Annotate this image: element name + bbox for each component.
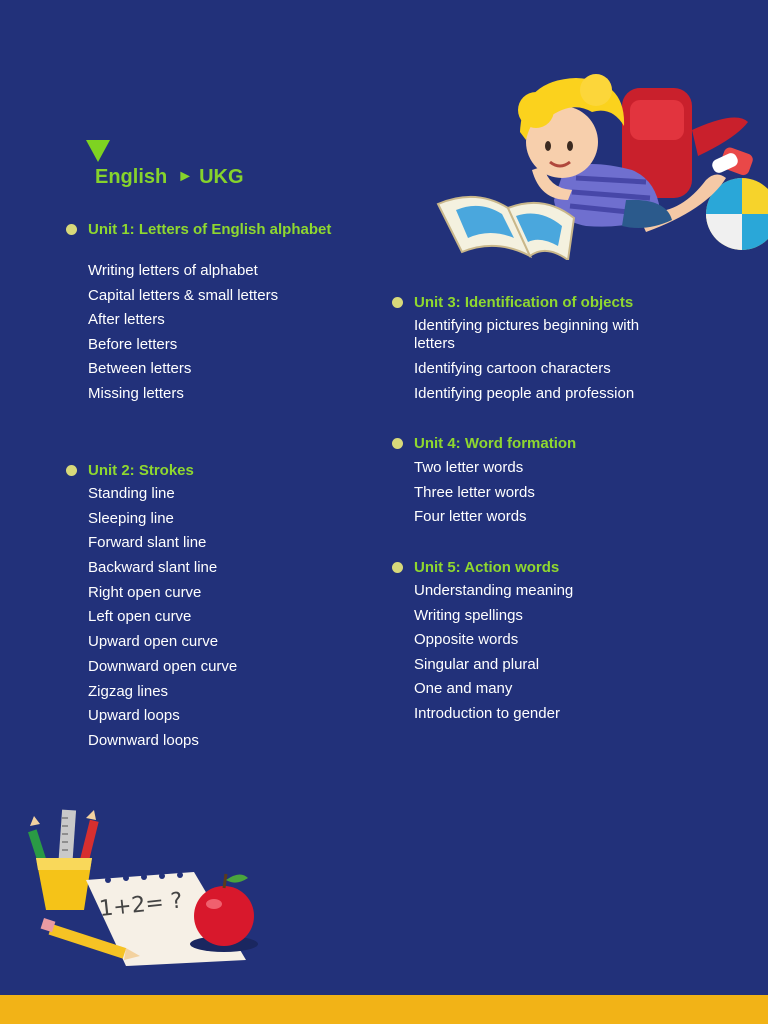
bullet-icon	[392, 562, 403, 573]
list-item: Writing spellings	[414, 606, 523, 624]
list-item: Between letters	[88, 360, 192, 378]
list-item: Left open curve	[88, 608, 192, 626]
slate-text: 1+2= ?	[98, 888, 184, 922]
breadcrumb	[95, 166, 244, 189]
unit-title: Unit 3: Identification of objects	[414, 294, 634, 311]
unit-item-list	[88, 262, 278, 410]
list-item: Introduction to gender	[414, 704, 560, 722]
list-item: Writing letters of alphabet	[88, 262, 258, 279]
unit-item-list	[414, 317, 674, 409]
list-item: Downward open curve	[88, 657, 238, 675]
bullet-icon	[66, 465, 77, 476]
unit-title: Unit 1: Letters of English alphabet	[88, 221, 332, 238]
list-item: Understanding meaning	[414, 582, 574, 599]
list-item: Zigzag lines	[88, 682, 169, 700]
list-item: Capital letters & small letters	[88, 286, 279, 304]
unit-title: Unit 4: Word formation	[414, 435, 577, 452]
bullet-icon	[392, 297, 403, 308]
school-supplies-illustration	[26, 800, 266, 980]
list-item: Before letters	[88, 335, 178, 353]
unit-title: Unit 2: Strokes	[88, 462, 194, 479]
list-item: Backward slant line	[88, 559, 218, 577]
list-item: Opposite words	[414, 631, 519, 649]
open-book-icon	[438, 197, 574, 260]
list-item: Identifying people and profession	[414, 384, 635, 402]
list-item: Upward open curve	[88, 633, 219, 651]
list-item: Missing letters	[88, 384, 184, 402]
unit-item-list	[414, 582, 573, 730]
list-item: Sleeping line	[88, 509, 174, 527]
list-item: Three letter words	[414, 483, 535, 501]
bullet-icon	[66, 224, 77, 235]
list-item: Right open curve	[88, 583, 202, 601]
list-item: Singular and plural	[414, 655, 540, 673]
breadcrumb-separator-icon: ►	[177, 168, 194, 185]
list-item: Four letter words	[414, 508, 527, 525]
list-item: One and many	[414, 680, 513, 698]
breadcrumb-subject: English	[95, 166, 168, 188]
list-item: After letters	[88, 311, 165, 329]
unit-title: Unit 5: Action words	[414, 559, 560, 576]
unit-item-list	[88, 485, 237, 757]
breadcrumb-level: UKG	[199, 166, 244, 188]
list-item: Downward loops	[88, 731, 199, 749]
footer-bar	[0, 995, 768, 1024]
list-item: Two letter words	[414, 459, 524, 476]
list-item: Forward slant line	[88, 534, 207, 552]
list-item: Identifying pictures beginning with letters	[414, 317, 640, 352]
bullet-icon	[392, 438, 403, 449]
unit-item-list	[414, 459, 535, 533]
list-item: Standing line	[88, 485, 175, 502]
list-item: Upward loops	[88, 707, 180, 725]
child-reading-illustration	[436, 60, 768, 260]
triangle-down-icon	[86, 140, 110, 162]
list-item: Identifying cartoon characters	[414, 360, 611, 377]
